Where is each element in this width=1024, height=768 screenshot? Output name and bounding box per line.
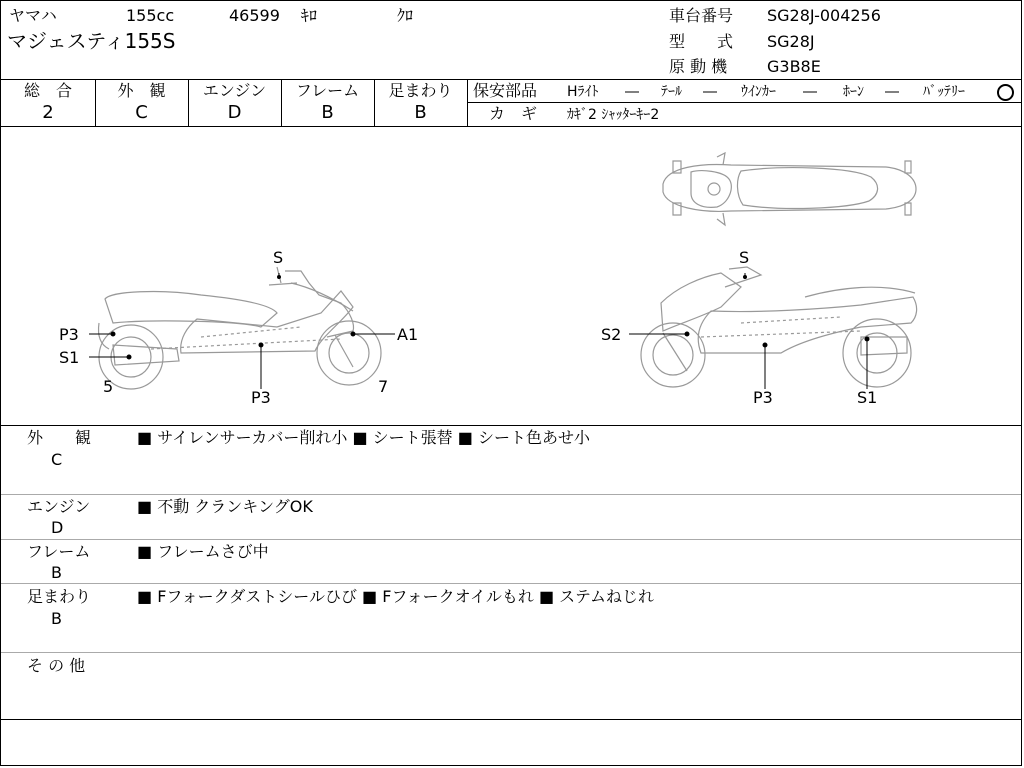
grade-frame-value: B [321,102,334,123]
frame-number-label: 車台番号 [669,6,734,25]
frame-number: SG28J-004256 [767,6,881,25]
remark-engine-grade: D [51,518,64,537]
body-color: ｸﾛ [397,6,414,25]
key-value: ｶｷﾞ2 ｼｬｯﾀｰｷｰ2 [567,107,660,123]
mileage: 46599 [229,6,280,25]
label-a1: A1 [397,325,419,344]
ok-circle-icon [997,84,1014,101]
remark-engine-label: エンジン [27,497,91,516]
remark-exterior-label: 外 観 [27,428,92,447]
horn-value: ― [885,84,899,100]
left-side-scooter-icon [98,267,381,389]
label-p3-right: P3 [753,388,773,407]
remark-suspension-text: ■ Fフォークダストシールひび ■ Fフォークオイルもれ ■ ステムねじれ [137,587,655,606]
label-s1-right: S1 [857,388,878,407]
grade-frame-label: フレーム [295,81,360,100]
mileage-unit: ｷﾛ [301,6,318,25]
model-code-label: 型 式 [669,32,734,51]
grade-suspension-label: 足まわり [388,81,453,100]
label-5: 5 [103,377,114,396]
grade-exterior-label: 外 観 [117,81,166,100]
grade-exterior-value: C [135,102,148,123]
remark-frame-grade: B [51,563,62,582]
remark-frame-label: フレーム [27,542,91,561]
grade-overall-value: 2 [42,102,54,123]
grade-engine-value: D [227,102,242,123]
model-code: SG28J [767,32,815,51]
headlight-value: ― [625,84,639,100]
engine-code: G3B8E [767,57,821,76]
label-p3-left-center: P3 [251,388,271,407]
label-s2: S2 [601,325,622,344]
label-s-right: S [739,248,750,267]
top-view-scooter-icon [663,153,916,225]
tail-value: ― [703,84,717,100]
remark-other-label: そ の 他 [27,656,86,675]
battery-label: ﾊﾞｯﾃﾘｰ [923,84,965,100]
displacement: 155cc [126,6,175,25]
winker-label: ｳｲﾝｶｰ [741,84,776,100]
remark-frame-text: ■ フレームさび中 [137,542,269,561]
engine-code-label: 原 動 機 [669,57,728,76]
headlight-label: Hﾗｲﾄ [567,84,599,100]
remark-suspension-label: 足まわり [27,587,92,606]
winker-value: ― [803,84,817,100]
maker: ヤマハ [9,6,57,25]
damage-diagram [1,127,1021,424]
label-s-left: S [273,248,284,267]
label-7: 7 [378,377,389,396]
label-s1-left: S1 [59,348,80,367]
tail-label: ﾃｰﾙ [661,84,682,100]
safety-parts-label: 保安部品 [473,81,538,100]
remark-suspension-grade: B [51,609,62,628]
remark-engine-text: ■ 不動 クランキングOK [137,497,313,516]
remark-exterior-grade: C [51,450,63,469]
model-name: マジェスティ155S [7,29,176,53]
key-label: カ ギ [489,104,538,123]
right-side-scooter-icon [641,267,917,387]
grade-engine-label: エンジン [202,81,267,100]
label-p3-left: P3 [59,325,79,344]
grade-suspension-value: B [414,102,427,123]
horn-label: ﾎｰﾝ [843,84,864,100]
grade-overall-label: 総 合 [23,81,72,100]
remark-exterior-text: ■ サイレンサーカバー削れ小 ■ シート張替 ■ シート色あせ小 [137,428,590,447]
